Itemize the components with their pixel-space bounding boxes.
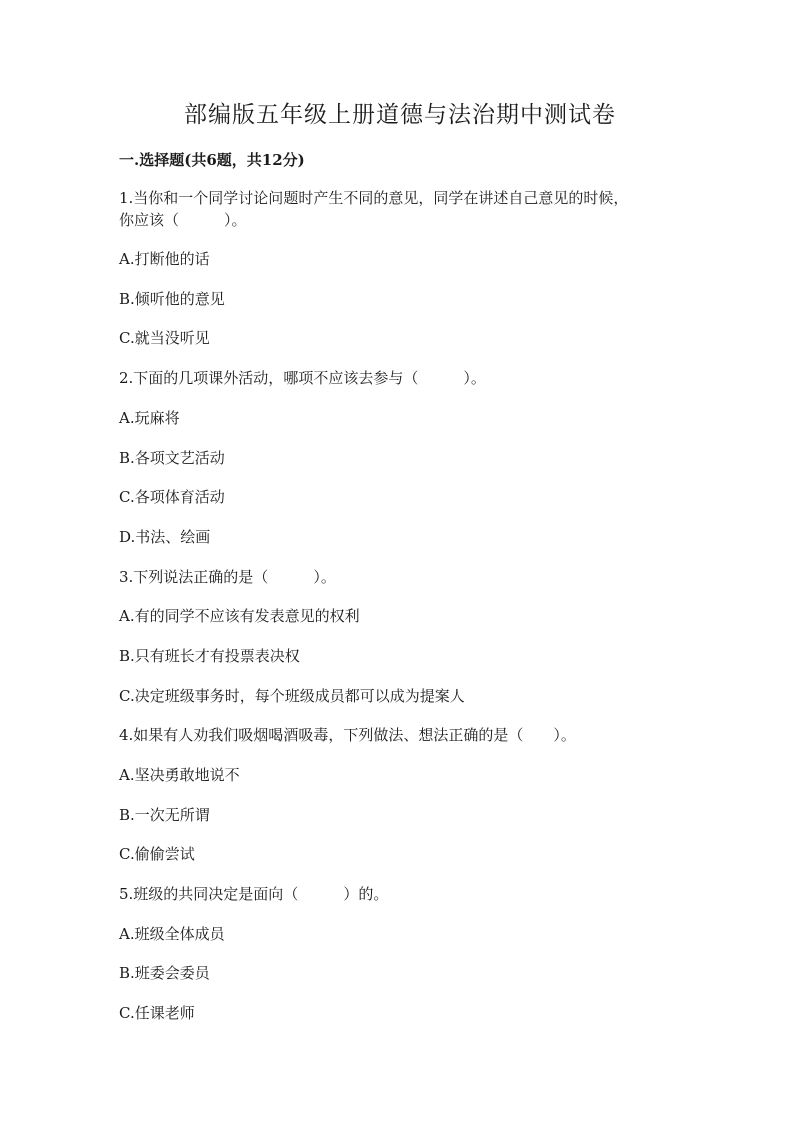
question-4-option-b: B.一次无所谓 xyxy=(119,806,210,824)
question-3-option-a: A.有的同学不应该有发表意见的权利 xyxy=(119,607,360,625)
question-5-option-c: C.任课老师 xyxy=(119,1004,195,1022)
question-2-option-d: D.书法、绘画 xyxy=(119,528,211,546)
question-1-option-c: C.就当没听见 xyxy=(119,329,210,347)
question-3-option-c: C.决定班级事务时，每个班级成员都可以成为提案人 xyxy=(119,687,465,705)
question-1-text-line1: 1.当你和一个同学讨论问题时产生不同的意见，同学在讲述自己意见的时候， xyxy=(119,189,629,207)
question-4-text: 4.如果有人劝我们吸烟喝酒吸毒，下列做法、想法正确的是（ ）。 xyxy=(119,726,576,744)
question-1-option-b: B.倾听他的意见 xyxy=(119,290,225,308)
question-3-option-b: B.只有班长才有投票表决权 xyxy=(119,647,300,665)
question-5-option-a: A.班级全体成员 xyxy=(119,925,225,943)
question-2-option-b: B.各项文艺活动 xyxy=(119,449,225,467)
question-2-text: 2.下面的几项课外活动，哪项不应该去参与（ ）。 xyxy=(119,369,486,387)
question-4-option-c: C.偷偷尝试 xyxy=(119,845,195,863)
section-heading: 一.选择题(共6题，共12分) xyxy=(119,151,305,169)
question-5-text: 5.班级的共同决定是面向（ ）的。 xyxy=(119,885,389,903)
page-title: 部编版五年级上册道德与法治期中测试卷 xyxy=(184,102,616,128)
question-3-text: 3.下列说法正确的是（ ）。 xyxy=(119,568,336,586)
question-4-option-a: A.坚决勇敢地说不 xyxy=(119,766,240,784)
question-1-text-line2: 你应该（ ）。 xyxy=(119,211,247,229)
question-2-option-a: A.玩麻将 xyxy=(119,409,180,427)
question-2-option-c: C.各项体育活动 xyxy=(119,488,225,506)
question-5-option-b: B.班委会委员 xyxy=(119,964,210,982)
question-1-option-a: A.打断他的话 xyxy=(119,250,210,268)
